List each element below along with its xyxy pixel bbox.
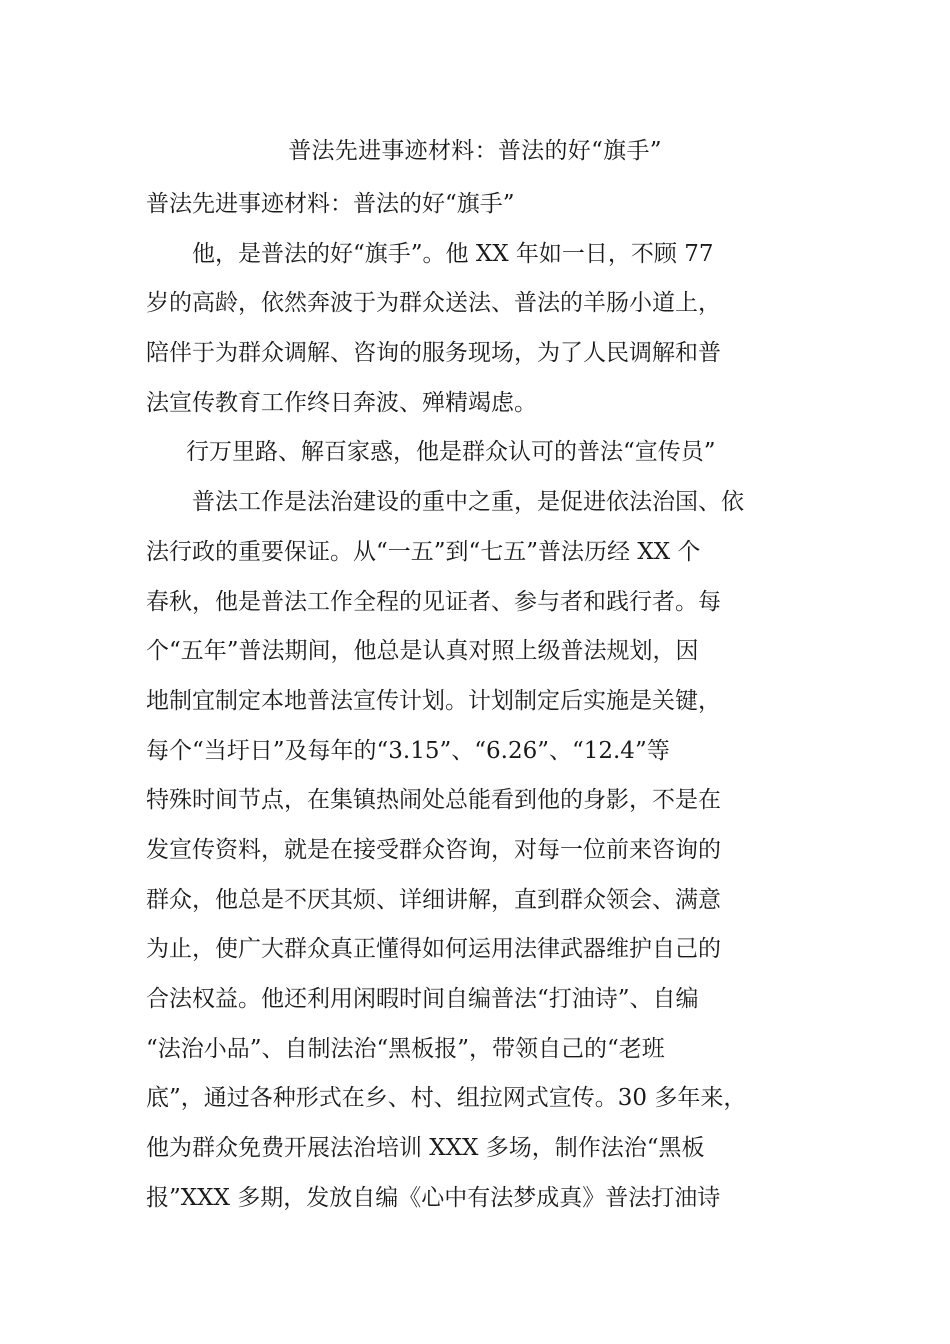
paragraph-2-line-9: 群众，他总是不厌其烦、详细讲解，直到群众领会、满意	[146, 886, 721, 913]
document-title: 普法先进事迹材料：普法的好“旗手”	[288, 138, 662, 164]
paragraph-2-line-7: 特殊时间节点，在集镇热闹处总能看到他的身影，不是在	[146, 787, 721, 814]
paragraph-2-line-2: 法行政的重要保证。从“一五”到“七五”普法历经 XX 个	[146, 538, 701, 565]
paragraph-2-line-11: 合法权益。他还利用闲暇时间自编普法“打油诗”、自编	[146, 986, 699, 1012]
paragraph-2-line-4: 个“五年”普法期间，他总是认真对照上级普法规划，因	[146, 638, 699, 665]
paragraph-1-line-3: 陪伴于为群众调解、咨询的服务现场，为了人民调解和普	[146, 340, 721, 367]
paragraph-1-line-4: 法宣传教育工作终日奔波、殚精竭虑。	[146, 389, 537, 416]
document-body	[146, 180, 826, 1223]
paragraph-2-line-14: 他为群众免费开展法治培训 XXX 多场，制作法治“黑板	[146, 1135, 705, 1162]
paragraph-2-line-15: 报”XXX 多期，发放自编《心中有法梦成真》普法打油诗	[146, 1184, 721, 1211]
paragraph-2-line-10: 为止，使广大群众真正懂得如何运用法律武器维护自己的	[146, 936, 721, 963]
subtitle-line: 普法先进事迹材料：普法的好“旗手”	[146, 191, 515, 217]
section-heading: 行万里路、解百家惑，他是群众认可的普法“宣传员”	[186, 439, 716, 466]
paragraph-2-line-3: 春秋，他是普法工作全程的见证者、参与者和践行者。每	[146, 588, 721, 615]
paragraph-2-line-6: 每个“当圩日”及每年的“3.15”、“6.26”、“12.4”等	[146, 737, 670, 764]
paragraph-1-line-1: 他，是普法的好“旗手”。他 XX 年如一日，不顾 77	[192, 240, 714, 267]
paragraph-2-line-13: 底”，通过各种形式在乡、村、组拉网式宣传。30 多年来，	[146, 1085, 747, 1112]
paragraph-1-line-2: 岁的高龄，依然奔波于为群众送法、普法的羊肠小道上，	[146, 290, 721, 317]
paragraph-2-line-1: 普法工作是法治建设的重中之重，是促进依法治国、依	[192, 489, 744, 516]
paragraph-2-line-5: 地制宜制定本地普法宣传计划。计划制定后实施是关键，	[146, 687, 721, 714]
paragraph-2-line-12: “法治小品”、自制法治“黑板报”，带领自己的“老班	[146, 1035, 665, 1062]
paragraph-2-line-8: 发宣传资料，就是在接受群众咨询，对每一位前来咨询的	[146, 836, 721, 863]
